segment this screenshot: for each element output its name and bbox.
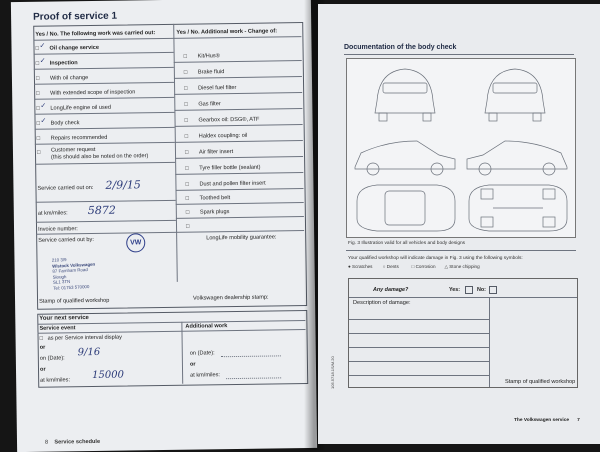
checkbox-next-interval[interactable]: □ <box>39 335 44 342</box>
checkbox-kit-hus[interactable]: □ <box>183 53 188 60</box>
dealer-stamp-label: Volkswagen dealership stamp: <box>192 294 269 302</box>
item-tyre-filler: Tyre filler bottle (sealant) <box>199 164 261 172</box>
checkbox-air-filter[interactable]: □ <box>184 149 189 156</box>
item-body-check: Body check <box>50 120 80 127</box>
km-value[interactable]: 5872 <box>87 203 116 218</box>
damage-description-box <box>348 278 578 388</box>
or-label-1: or <box>39 344 46 351</box>
car-right-side-shape <box>467 141 567 169</box>
item-gearbox-oil: Gearbox oil: DSG®, ATF <box>198 116 260 124</box>
description-label: Description of damage: <box>353 300 411 306</box>
item-diesel-filter: Diesel fuel filter <box>198 84 237 92</box>
checkbox-toothed-belt[interactable]: □ <box>185 195 190 202</box>
item-oil-change: Oil change service <box>49 44 100 52</box>
item-customer-request: Customer request <box>50 146 96 154</box>
car-front-view-shape <box>485 69 545 113</box>
checkbox-inspection[interactable]: □ <box>35 60 40 67</box>
additional-date-label: on (Date): <box>189 350 215 357</box>
next-col-service-event: Service event <box>39 325 76 332</box>
or-label-3: or <box>189 361 196 368</box>
any-damage-label: Any damage? <box>373 287 409 293</box>
longlife-label: LongLife mobility guarantee: <box>206 234 277 242</box>
car-outlines-svg <box>347 59 575 237</box>
checkbox-haldex[interactable]: □ <box>184 133 189 140</box>
next-km-label: at km/miles: <box>40 377 71 384</box>
item-kit-hus: Kit/Hus® <box>197 53 220 60</box>
checkbox-customer-request[interactable]: □ <box>36 149 41 156</box>
left-page-number: 8 <box>44 439 49 446</box>
tick-inspection: ✓ <box>39 57 46 65</box>
checkbox-oil-change[interactable]: □ <box>35 45 39 52</box>
yes-checkbox[interactable] <box>465 286 473 294</box>
item-inspection: Inspection <box>49 60 78 67</box>
figure-caption: Fig. 3 Illustration valid for all vehicles and body designs <box>348 241 466 246</box>
next-date-label: on (Date): <box>39 355 65 362</box>
item-spark-plugs: Spark plugs <box>199 209 230 216</box>
checkbox-body-check[interactable]: □ <box>36 120 41 127</box>
item-longlife-oil: LongLife engine oil used <box>50 104 112 112</box>
item-pollen-filter: Dust and pollen filter insert <box>199 180 266 188</box>
service-date-label: Service carried out on: <box>37 184 94 192</box>
item-toothed-belt: Toothed belt <box>199 195 231 202</box>
or-label-2: or <box>39 366 46 373</box>
item-gas-filter: Gas filter <box>198 101 221 108</box>
car-diagram <box>346 58 576 238</box>
next-km-value[interactable]: 15000 <box>92 369 124 382</box>
legend-stone-chipping: △ Stone chipping <box>444 264 480 269</box>
right-stamp-label: Stamp of qualified workshop <box>505 379 576 385</box>
next-date-value[interactable]: 9/16 <box>77 346 101 359</box>
checkbox-extra[interactable]: □ <box>185 223 190 230</box>
service-by-label: Service carried out by: <box>38 236 94 244</box>
car-top-view-shape <box>357 185 455 231</box>
col-header-right: Yes / No. Additional work - Change of: <box>176 28 278 36</box>
yes-label: Yes: <box>449 287 461 293</box>
tick-longlife-oil: ✓ <box>40 102 47 110</box>
right-page-number: 7 <box>577 418 580 423</box>
item-with-oil-change: With oil change <box>49 75 89 82</box>
checkbox-diesel-filter[interactable]: □ <box>184 85 188 92</box>
checkbox-gearbox-oil[interactable]: □ <box>184 117 188 124</box>
car-left-side-shape <box>355 141 455 169</box>
body-check-title: Documentation of the body check <box>344 44 457 51</box>
checkbox-repairs[interactable]: □ <box>36 135 41 142</box>
right-page-footer <box>514 418 580 423</box>
checkbox-with-oil-change[interactable]: □ <box>35 75 40 82</box>
additional-km-label: at km/miles: <box>190 372 220 379</box>
next-service-title: Your next service <box>39 315 89 322</box>
vw-logo-stamp: VW <box>126 233 145 252</box>
right-footer-text: The Volkswagen service <box>514 418 570 423</box>
checkbox-longlife-oil[interactable]: □ <box>36 105 40 112</box>
side-code: 105.5718.1S/M.20 <box>330 356 335 389</box>
item-customer-request-note: (this should also be noted on the order) <box>51 153 149 161</box>
checkbox-extended-scope[interactable]: □ <box>36 90 40 97</box>
legend-scratches: ● Scratches <box>348 264 373 269</box>
invoice-label: Invoice number: <box>38 226 78 233</box>
right-page <box>318 4 600 444</box>
damage-symbols-legend <box>348 264 480 270</box>
tick-oil-change: ✓ <box>39 42 46 50</box>
tick-body-check: ✓ <box>40 117 47 125</box>
checkbox-brake-fluid[interactable]: □ <box>183 69 188 76</box>
left-page <box>11 0 317 452</box>
page-title: Proof of service 1 <box>33 10 118 23</box>
no-label: No: <box>477 287 486 293</box>
next-interval-text: as per Service interval display <box>47 334 122 342</box>
checkbox-spark-plugs[interactable]: □ <box>185 209 190 216</box>
service-date-value[interactable]: 2/9/15 <box>105 178 141 192</box>
workshop-stamp: 210 3/9 Wistock Volkswagen 87 Farnham Road Slough SL1 3TN Tel: 01753 570000 <box>51 257 96 291</box>
car-rear-view-shape <box>375 69 435 113</box>
left-page-footer <box>45 439 100 446</box>
checkbox-gas-filter[interactable]: □ <box>184 101 188 108</box>
item-haldex: Haldex coupling: oil <box>198 132 248 140</box>
item-extended-scope: With extended scope of inspection <box>50 89 136 97</box>
item-air-filter: Air filter insert <box>198 149 234 156</box>
checkbox-pollen-filter[interactable]: □ <box>185 181 189 188</box>
item-brake-fluid: Brake fluid <box>197 69 225 76</box>
col-header-left: Yes / No. The following work was carried out: <box>35 30 156 38</box>
symbols-instruction: Your qualified workshop will indicate damage in Fig. 3 using the following symbols: <box>348 256 523 261</box>
legend-dents: ○ Dents <box>382 264 399 269</box>
km-label: at km/miles: <box>37 210 68 217</box>
left-footer-section: Service schedule <box>54 438 101 446</box>
checkbox-tyre-filler[interactable]: □ <box>185 165 189 172</box>
item-repairs: Repairs recommended <box>50 134 108 142</box>
legend-corrosion: □ Corrosion <box>411 264 436 269</box>
stamp-label: Stamp of qualified workshop <box>39 297 110 305</box>
no-checkbox[interactable] <box>489 286 497 294</box>
next-col-additional: Additional work <box>185 323 228 330</box>
